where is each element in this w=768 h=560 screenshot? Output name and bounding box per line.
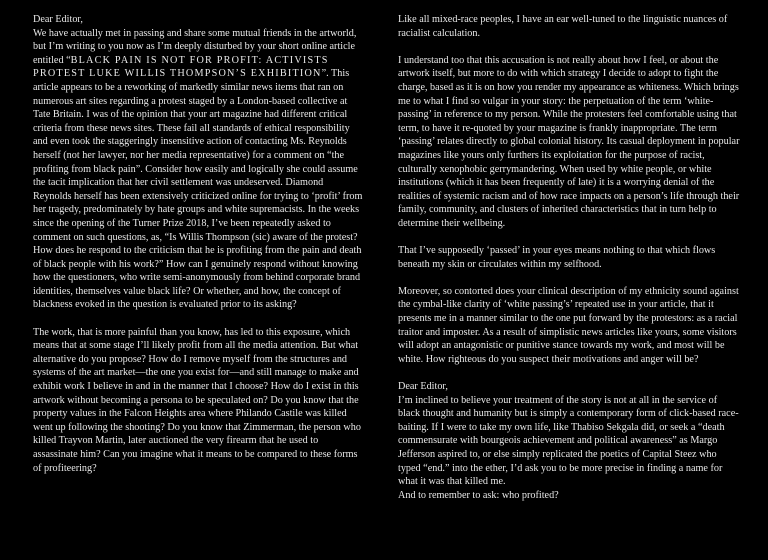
- closing-line: And to remember to ask: who profited?: [398, 489, 559, 501]
- letter-body-paragraph: Like all mixed-race peoples, I have an ear well-tuned to the linguistic nuances of racialist calculation.: [398, 14, 728, 39]
- salutation: Dear Editor,: [398, 381, 448, 393]
- left-column: [33, 13, 363, 489]
- letter-body-paragraph: The work, that is more painful than you know, has led to this exposure, which means that at some stage I’ll likely profit from all the media attention. But what alternative do you propose? How do I remove myself from the structures and systems of the art market—the one you exist for—and still manage to make and exhibit work I believe in and in the manner that I choose? How do I exist in this artwork without becoming a persona to be speculated on? Do you know that the property values in the Falcon Heights area where Philando Castile was killed went up following the shooting? Do you know that Zimmerman, the person who killed Trayvon Martin, later auctioned the very firearm that he used to assassinate him? Can you imagine what it means to be compared to these forms of profiteering?: [33, 326, 361, 474]
- letter-body-paragraph: I understand too that this accusation is not really about how I feel, or about the artwork itself, but more to do with which strategy I decide to adopt to fight the charge, based as it is on how you render my appearance as whiteness. Which brings me to what I find so vulgar in your story: the perpetuation of the term ‘white-passing’ in reference to my person. While the protesters feel comfortable using that term, to have it re-quoted by your magazine is frankly inappropriate. The term ‘passing’ relates directly to global colonial history. Its casual deployment in popular magazines like yours only furthers its exploitation for the purpose of racist, culturally xenophobic gerrymandering. When used by white people, or white institutions (which it has been frequently of late) it is a worrying denial of the realities of systemic racism and of how race impacts on a person’s life through their family, community, and clusters of inherited characteristics that in turn help to determine their wellbeing.: [398, 54, 740, 229]
- right-column: [398, 13, 740, 502]
- salutation: Dear Editor,: [33, 14, 83, 25]
- paragraph-text: ”. This article appears to be a reworking of markedly similar news items that ran on numerous art sites regarding a protest staged by a London-based collective at Tate Britain. I was of the opinion that your art magazine had different critical criteria from these news sites. These fail all standards of ethical responsibility and even took the staggeringly insensitive action of contacting Ms. Reynolds herself (not her lawyer, nor her media representative) for a comment on “the profiting from black pain”. Consider how easily and logically she could assume the tacit implication that her civil settlement was undeserved. Diamond Reynolds herself has been extensively criticized online for trying to ‘profit’ from her tragedy, predominately by hate groups and white supremacists. In the weeks since the opening of the Turner Prize 2018, I’ve been repeatedly asked to comment on such questions, as, “Is Willis Thompson (sic) aware of the protest? How does he respond to the criticism that he is profiting from the pain and death of black people with his work?” How can I genuinely respond without knowing how the questioners, who write semi-anonymously from behind corporate brand identities, themselves value black life? Or whether, and how, the concept of blackness evoked in the question is evaluated prior to its asking?: [33, 68, 363, 311]
- letter-body-paragraph: I’m inclined to believe your treatment of the story is not at all in the service of black thought and humanity but is simply a contemporary form of click-based race-baiting. If I were to take my own life, like Thabiso Sekgala did, or seek a “death commensurate with bourgeois achievement and political awareness” as Margo Jefferson aspired to, or else simply replicated the poetics of Capital Steez who typed “end.” into the ether, I’d ask you to be more precise in finding a name for what it was that killed me.: [398, 394, 739, 488]
- letter-body-paragraph: Moreover, so contorted does your clinical description of my ethnicity sound against the cymbal-like clarity of ‘white passing’s’ repeated use in your article, that it presents me in a manner similar to the one put forward by the protestors: as a racial traitor and imposter. As a result of simplistic news articles like yours, some visitors will adopt an antagonistic or punitive stance towards my work, and most will be white. How righteous do you suspect their motivations and anger will be?: [398, 285, 739, 365]
- article-title: BLACK PAIN IS NOT FOR PROFIT: ACTIVISTS PROTEST LUKE WILLIS THOMPSON’S EXHIBITION: [33, 54, 329, 80]
- paragraph-text: We have actually met in passing and share some mutual friends in the artworld, but I’m writing to you now as I’m deeply disturbed by your short online article entitled “: [33, 27, 357, 66]
- letter-body-paragraph: [33, 13, 363, 312]
- letter-body-paragraph: That I’ve supposedly ‘passed’ in your eyes means nothing to that which flows beneath my skin or circulates within my selfhood.: [398, 245, 716, 270]
